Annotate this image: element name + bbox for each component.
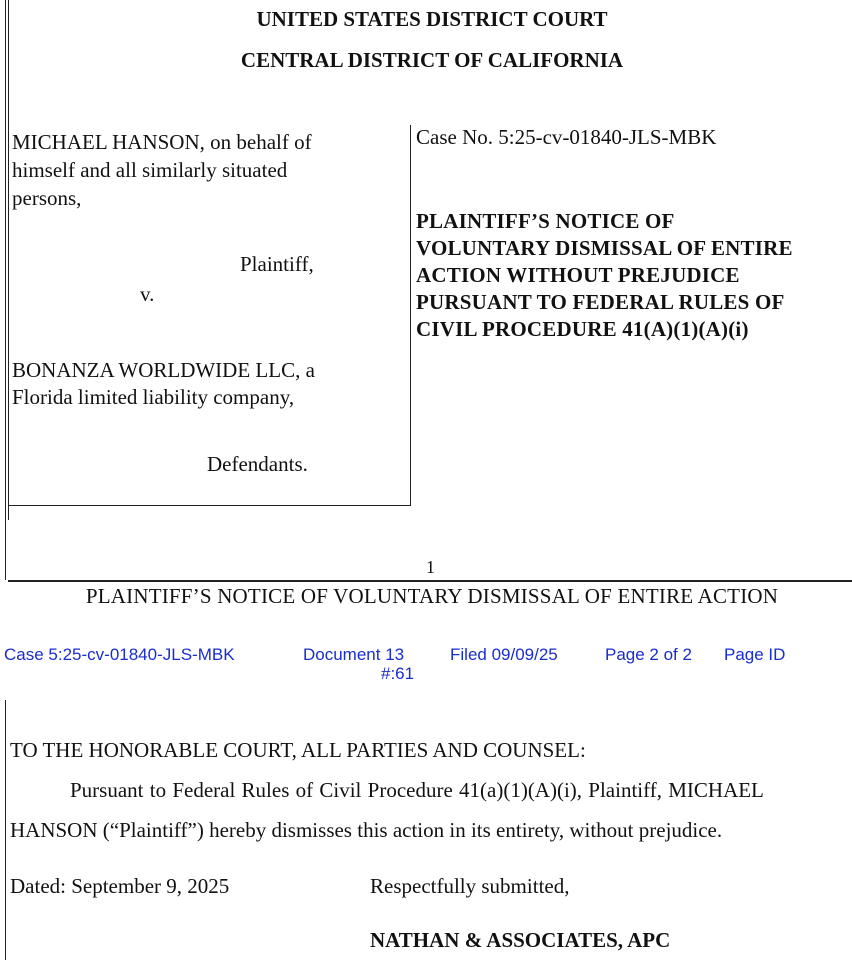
left-margin-line-2: [8, 0, 9, 520]
plaintiff-role: Plaintiff,: [240, 252, 314, 276]
left-margin-line-3: [5, 520, 6, 580]
footer-rule: [8, 580, 852, 582]
filing-header-filed: Filed 09/09/25: [450, 645, 558, 664]
caption-bottom-line: [8, 505, 411, 506]
footer-title: PLAINTIFF’S NOTICE OF VOLUNTARY DISMISSAL OF ENTIRE ACTION: [85, 584, 779, 608]
document-title-line-3: ACTION WITHOUT PREJUDICE: [416, 263, 740, 287]
page2-left-margin-line: [5, 700, 6, 960]
document-title-line-5: CIVIL PROCEDURE 41(A)(1)(A)(i): [416, 317, 749, 341]
case-number: Case No. 5:25-cv-01840-JLS-MBK: [416, 125, 717, 149]
court-district: CENTRAL DISTRICT OF CALIFORNIA: [240, 48, 624, 72]
filing-header-page-id: Page ID: [724, 645, 786, 664]
salutation: TO THE HONORABLE COURT, ALL PARTIES AND COUNSEL:: [10, 738, 586, 762]
law-firm-name: NATHAN & ASSOCIATES, APC: [370, 928, 671, 952]
body-paragraph-line-2: HANSON (“Plaintiff”) hereby dismisses this action in its entirety, without prejudice.: [10, 818, 723, 842]
plaintiff-party-line-3: persons,: [12, 186, 82, 210]
date-line: Dated: September 9, 2025: [10, 874, 230, 898]
court-name: UNITED STATES DISTRICT COURT: [256, 7, 608, 31]
page-number: 1: [426, 557, 435, 577]
plaintiff-party-line-1: MICHAEL HANSON, on behalf of: [12, 130, 312, 154]
defendant-party-line-2: Florida limited liability company,: [12, 385, 295, 409]
document-title-line-1: PLAINTIFF’S NOTICE OF: [416, 209, 675, 233]
filing-header-case: Case 5:25-cv-01840-JLS-MBK: [4, 645, 235, 664]
plaintiff-party-line-2: himself and all similarly situated: [12, 158, 288, 182]
defendant-party-line-1: BONANZA WORLDWIDE LLC, a: [12, 358, 315, 382]
filing-header-page: Page 2 of 2: [605, 645, 692, 664]
document-title-line-4: PURSUANT TO FEDERAL RULES OF: [416, 290, 785, 314]
left-margin-line: [5, 0, 6, 520]
filing-header-document: Document 13: [303, 645, 405, 664]
caption-divider: [410, 125, 411, 506]
versus: v.: [140, 282, 155, 306]
document-title-line-2: VOLUNTARY DISMISSAL OF ENTIRE: [416, 236, 793, 260]
body-paragraph-line-1: Pursuant to Federal Rules of Civil Procedure 41(a)(1)(A)(i), Plaintiff, MICHAEL: [70, 778, 764, 802]
filing-header-page-id-value: #:61: [381, 664, 415, 683]
closing: Respectfully submitted,: [370, 874, 570, 898]
defendant-role: Defendants.: [207, 452, 308, 476]
